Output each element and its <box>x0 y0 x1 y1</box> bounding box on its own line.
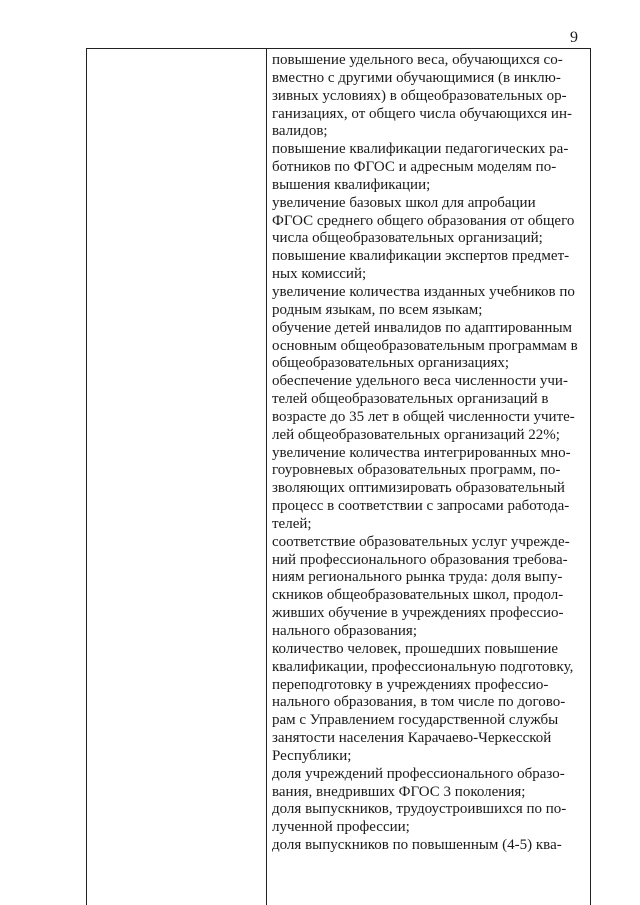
list-item: увеличение количества изданных учебников по родным языкам, по всем языкам; <box>272 283 575 318</box>
list-item: доля выпускников, трудоустроившихся по по- лученной профессии; <box>272 801 567 836</box>
document-table <box>86 48 591 905</box>
table-right-column <box>272 52 588 855</box>
list-item: доля выпускников по повышенным (4-5) ква- <box>272 837 562 854</box>
list-item: обучение детей инвалидов по адаптированным основным общеобразовательным программам в общеобразовательных организациях; <box>272 319 578 372</box>
list-item: увеличение количества интегрированных мно- гоуровневых образовательных программ, по- зволяющих оптимизировать образовательный процесс в соответствии с запросами работода- телей; <box>272 444 571 532</box>
table-left-column <box>87 49 267 905</box>
page-number: 9 <box>570 29 578 46</box>
list-item: повышение квалификации экспертов предмет- ных комиссий; <box>272 248 570 283</box>
list-item: увеличение базовых школ для апробации ФГОС среднего общего образования от общего числа общеобразовательных организаций; <box>272 194 575 247</box>
list-item: повышение квалификации педагогических ра- ботников по ФГОС и адресным моделям по- вышения квалификации; <box>272 141 569 193</box>
list-item: доля учреждений профессионального образо- вания, внедривших ФГОС 3 поколения; <box>272 765 565 800</box>
list-item: соответствие образовательных услуг учрежде- ний профессионального образования требова- ниям регионального рынка труда: доля выпу- скников общеобразовательных школ, продол- живших обучение в учреждениях профессио- нального образования; <box>272 533 570 639</box>
list-item: обеспечение удельного веса численности учи- телей общеобразовательных организаций в возрасте до 35 лет в общей численности учите- лей общеобразовательных организаций 22%; <box>272 373 575 443</box>
list-item: повышение удельного веса, обучающихся со- вместно с другими обучающимися (в инклю- зивных условиях) в общеобразовательных ор- ганизациях, от общего числа обучающихся ин- валидов; <box>272 52 572 140</box>
list-item: количество человек, прошедших повышение квалификации, профессиональную подготовку, переподготовку в учреждениях профессио- нального образования, в том числе по догово- рам с Управлением государственной службы занятости населения Карачаево-Черкесской Республики; <box>272 640 574 764</box>
